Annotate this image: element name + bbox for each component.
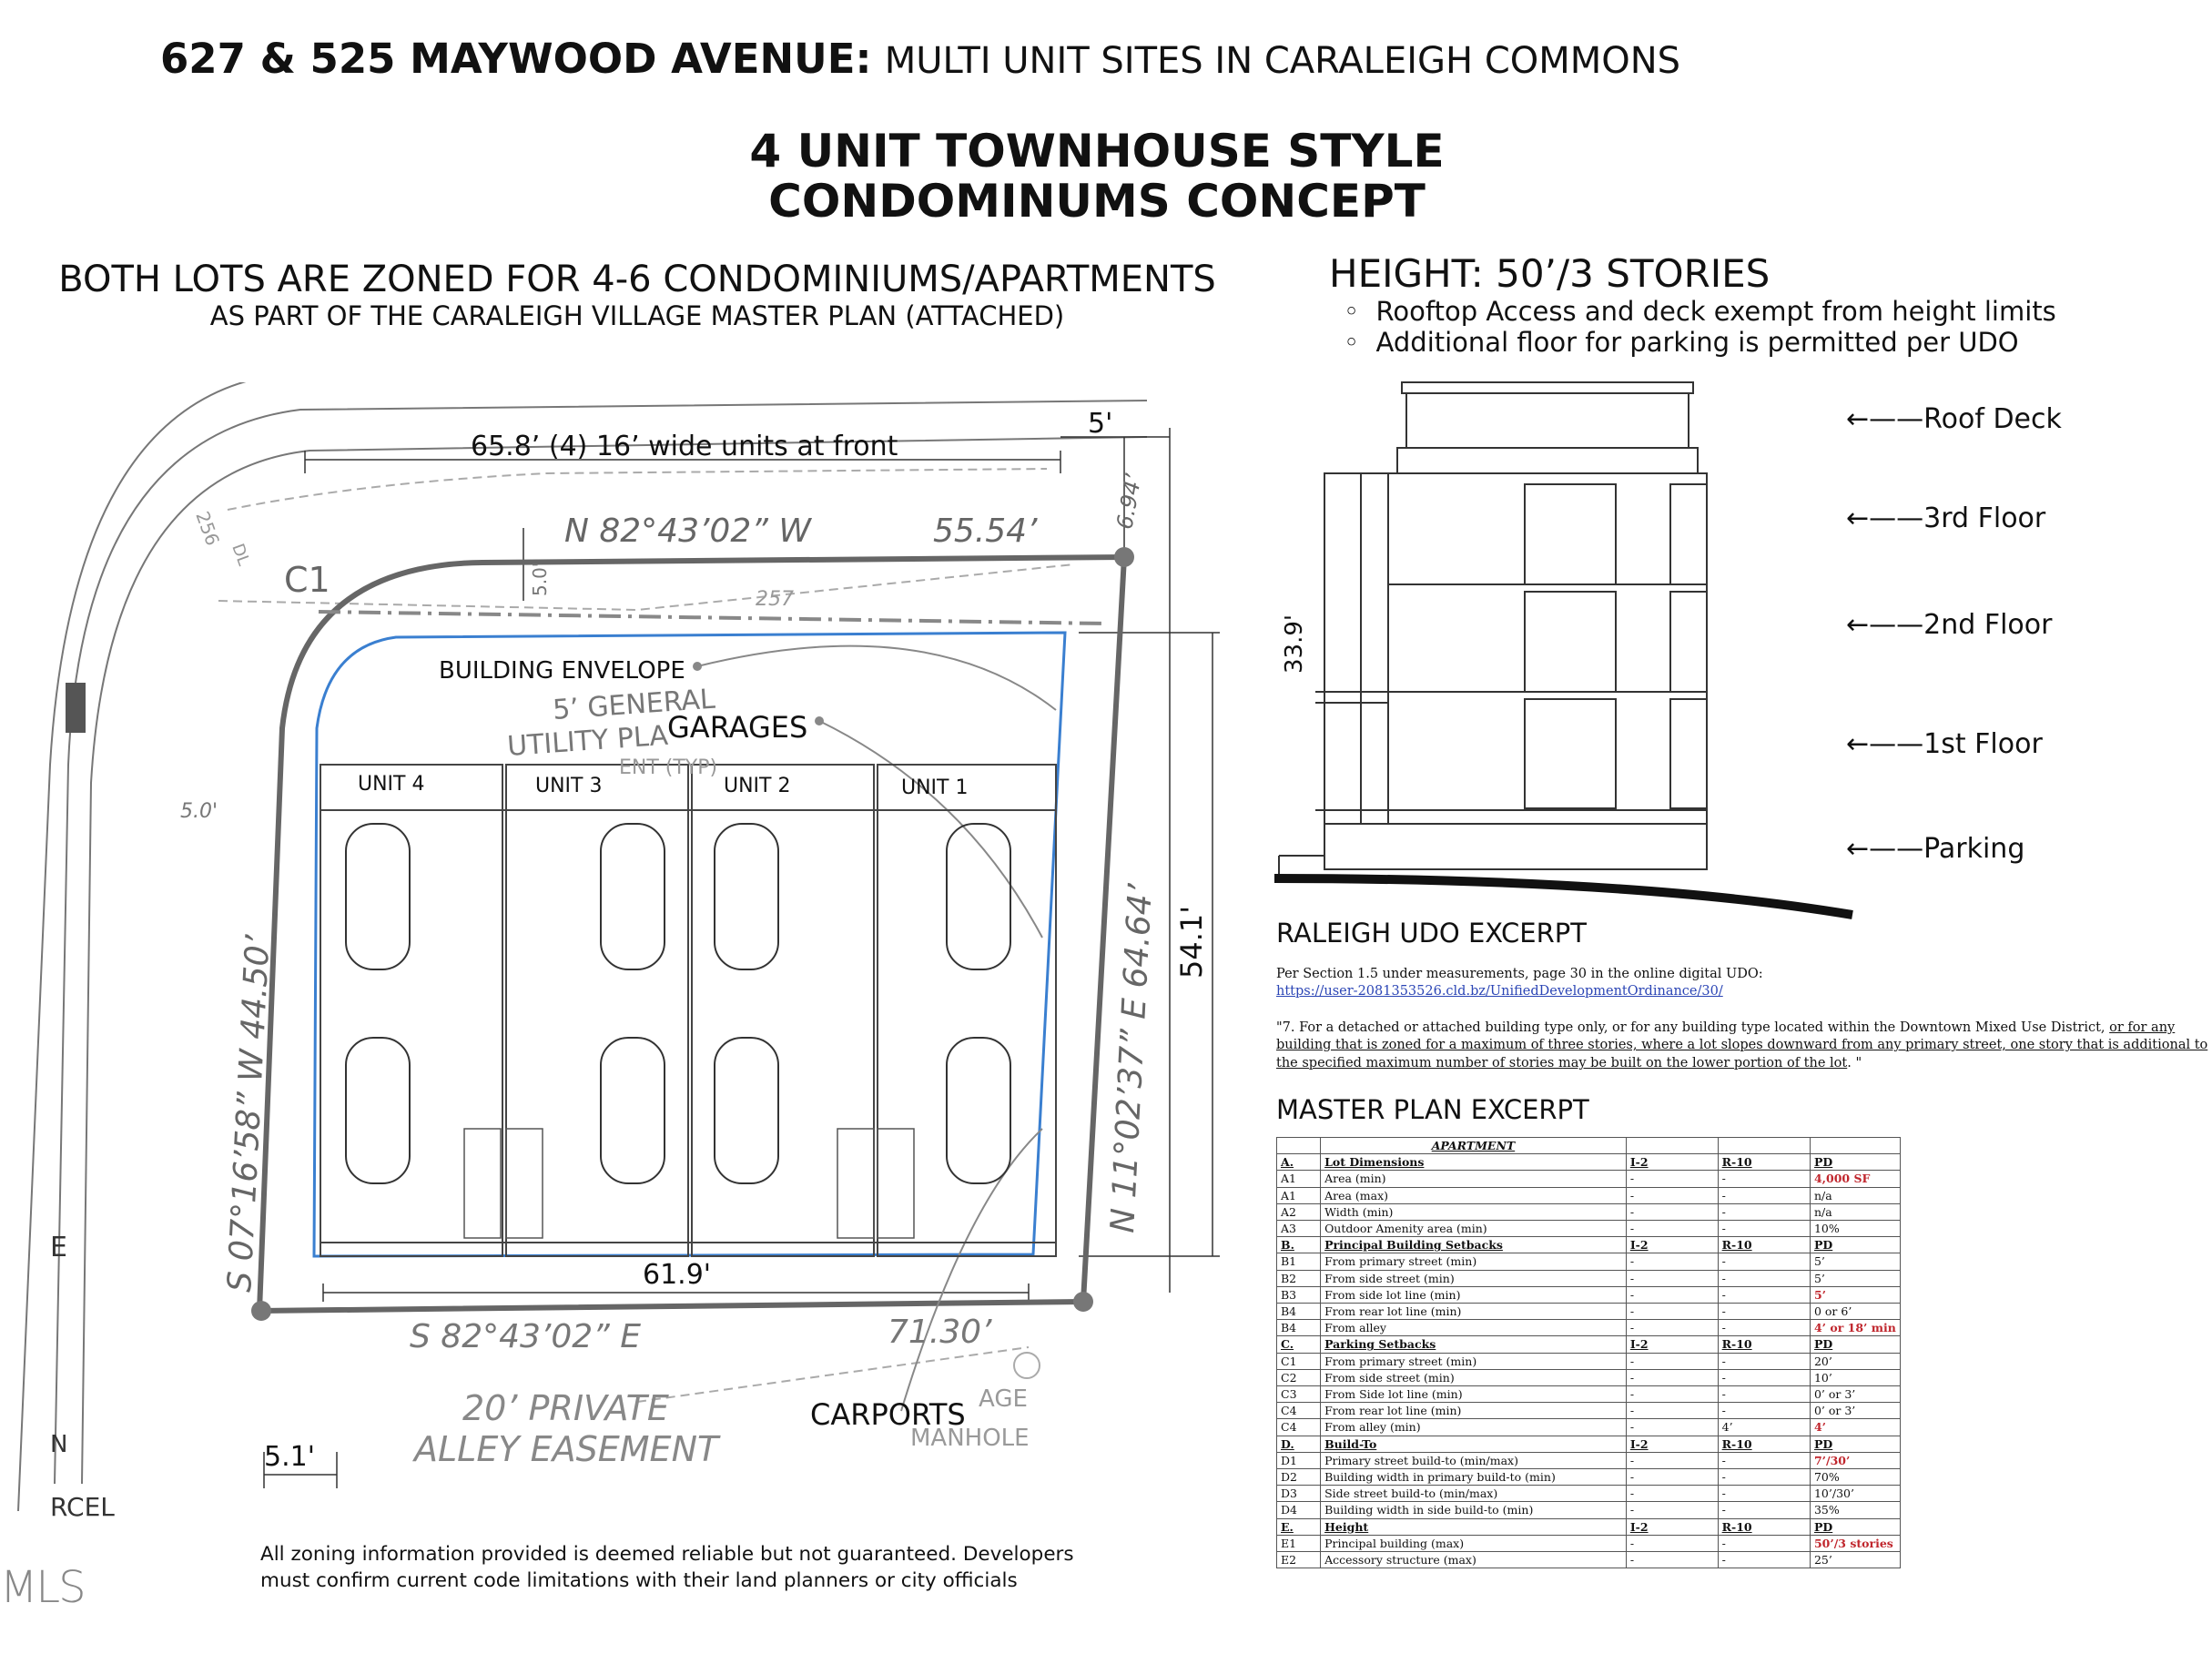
floor-label-3rd: ←——3rd Floor [1846,502,2046,534]
table-cell: - [1718,1270,1810,1286]
table-cell: - [1718,1403,1810,1419]
table-cell: PD [1810,1154,1900,1171]
udo-quote-line1 [1276,1020,2175,1035]
table-cell: From rear lot line (min) [1321,1403,1627,1419]
table-cell: - [1718,1535,1810,1551]
table-cell: I-2 [1626,1237,1718,1253]
table-cell: From side street (min) [1321,1369,1627,1385]
table-cell: B1 [1277,1253,1321,1270]
table-cell: PD [1810,1237,1900,1253]
utility-easement-line [319,612,1106,624]
front-dimension-label: 65.8’ (4) 16’ wide units at front [471,431,898,462]
table-cell: Lot Dimensions [1321,1154,1627,1171]
table-cell: - [1718,1320,1810,1336]
table-cell: - [1718,1486,1810,1502]
table-cell: 5’ [1810,1270,1900,1286]
corner-pin-se [1073,1292,1093,1312]
table-cell: Area (max) [1321,1187,1627,1203]
table-cell: 4’ or 18’ min [1810,1320,1900,1336]
table-cell: B. [1277,1237,1321,1253]
table-cell: C1 [1277,1353,1321,1369]
table-cell: I-2 [1626,1436,1718,1452]
window-3rd [1525,484,1616,584]
table-cell: R-10 [1718,1436,1810,1452]
window-2nd [1525,592,1616,692]
table-cell: - [1718,1452,1810,1468]
roof-deck-structure [1406,393,1689,448]
table-cell: - [1718,1552,1810,1568]
table-cell: C3 [1277,1386,1321,1403]
table-cell: Principal building (max) [1321,1535,1627,1551]
table-cell: - [1718,1469,1810,1486]
table-cell: - [1626,1502,1718,1518]
rear-dimension-label: 61.9' [643,1259,712,1291]
floor-label-parking-text: Parking [1923,833,2025,865]
table-row [1277,1237,1901,1253]
east-bearing-label: N 11°02’37” E 64.64’ [1104,882,1161,1234]
utility-easement-text-3: ENT (TYP) [619,756,718,779]
table-row [1277,1403,1901,1419]
edge-label-e: E [50,1232,67,1263]
floor-label-2nd: ←——2nd Floor [1846,609,2053,641]
building-body [1388,473,1707,824]
table-row [1277,1320,1901,1336]
height-title: HEIGHT: 50’/3 STORIES [1329,251,1771,296]
floor-label-2nd-text: 2nd Floor [1923,609,2053,641]
table-row [1277,1452,1901,1468]
table-cell: - [1626,1535,1718,1551]
table-cell: B4 [1277,1304,1321,1320]
table-cell: I-2 [1626,1518,1718,1535]
table-cell: C4 [1277,1403,1321,1419]
table-cell: C2 [1277,1369,1321,1385]
floor-label-roof-deck: ←——Roof Deck [1846,403,2062,435]
table-cell: - [1718,1304,1810,1320]
master-plan-title: MASTER PLAN EXCERPT [1276,1094,1589,1125]
mls-watermark: MLS [0,1562,85,1613]
table-cell: 4’ [1810,1419,1900,1436]
table-cell: - [1626,1552,1718,1568]
table-cell: - [1626,1286,1718,1303]
concept-title-line2: CONDOMINUMS CONCEPT [768,175,1426,228]
depth-dimension-label: 54.1' [1174,905,1209,979]
table-cell: Accessory structure (max) [1321,1552,1627,1568]
contour-label-256: 256 [191,508,224,549]
table-cell: Width (min) [1321,1203,1627,1220]
edge-label-n: N [50,1431,68,1458]
table-cell: B3 [1277,1286,1321,1303]
table-row [1277,1336,1901,1353]
table-row [1277,1203,1901,1220]
manhole-label-2: MANHOLE [910,1425,1030,1452]
table-cell: - [1718,1353,1810,1369]
carports-label: CARPORTS [810,1397,966,1432]
table-cell: E2 [1277,1552,1321,1568]
table-cell: 20’ [1810,1353,1900,1369]
table-cell: PD [1810,1336,1900,1353]
table-row [1277,1286,1901,1303]
table-cell: 4’ [1718,1419,1810,1436]
contour-label-257: 257 [756,588,794,611]
table-row [1277,1369,1901,1385]
side-gap-label: 5' [1088,408,1113,440]
udo-quote-line2: building that is zoned for a maximum of three stories, where a lot slopes downward from any primary street, one story that is additional to [1276,1038,2208,1052]
table-cell: Parking Setbacks [1321,1336,1627,1353]
height-bullet-1: ◦ Rooftop Access and deck exempt from height limits [1344,296,2056,327]
ground-slope-line [1274,878,1852,915]
table-cell: A1 [1277,1187,1321,1203]
table-row [1277,1187,1901,1203]
table-row [1277,1535,1901,1551]
table-cell: 0’ or 3’ [1810,1403,1900,1419]
table-cell: - [1626,1171,1718,1187]
table-cell: Building width in primary build-to (min) [1321,1469,1627,1486]
table-cell: From alley [1321,1320,1627,1336]
alley-easement-text-2: ALLEY EASEMENT [414,1429,719,1469]
disclaimer [260,1541,1074,1594]
table-cell: - [1626,1353,1718,1369]
table-cell: 10’ [1810,1369,1900,1385]
header-subtitle: MULTI UNIT SITES IN CARALEIGH COMMONS [884,40,1681,82]
floor-label-parking: ←——Parking [1846,833,2025,865]
table-cell: 25’ [1810,1552,1900,1568]
roof-parapet [1397,448,1698,473]
rear-gap-label: 5.1' [264,1441,315,1473]
table-cell: D3 [1277,1486,1321,1502]
table-cell: Build-To [1321,1436,1627,1452]
table-cell: - [1626,1469,1718,1486]
udo-quote-3-end: . " [1847,1056,1862,1070]
utility-box [66,683,86,733]
unit-2-label: UNIT 2 [724,775,791,797]
table-row [1277,1304,1901,1320]
table-cell: Height [1321,1518,1627,1535]
table-cell: - [1626,1369,1718,1385]
table-cell: D4 [1277,1502,1321,1518]
zoning-subheading: AS PART OF THE CARALEIGH VILLAGE MASTER PLAN (ATTACHED) [209,300,1065,331]
utility-easement-text-2: UTILITY PLA [506,719,670,763]
table-cell: 50’/3 stories [1810,1535,1900,1551]
table-cell: A2 [1277,1203,1321,1220]
table-cell: 4,000 SF [1810,1171,1900,1187]
table-cell: - [1718,1253,1810,1270]
table-cell: - [1718,1203,1810,1220]
table-row [1277,1502,1901,1518]
table-cell: - [1626,1304,1718,1320]
south-length-label: 71.30’ [888,1314,992,1351]
table-cell: - [1626,1386,1718,1403]
table-cell: Principal Building Setbacks [1321,1237,1627,1253]
table-cell: From primary street (min) [1321,1353,1627,1369]
table-cell: From side lot line (min) [1321,1286,1627,1303]
zoning-heading: BOTH LOTS ARE ZONED FOR 4-6 CONDOMINIUMS/APARTMENTS [58,259,1216,300]
manhole-label-1: AGE [979,1385,1028,1413]
table-cell: 0’ or 3’ [1810,1386,1900,1403]
table-cell: C4 [1277,1419,1321,1436]
table-cell: 10’/30’ [1810,1486,1900,1502]
garages-label: GARAGES [667,710,808,745]
udo-quote-line3 [1276,1056,1862,1070]
manhole-symbol [1014,1353,1040,1378]
table-cell: A1 [1277,1171,1321,1187]
table-cell: PD [1810,1518,1900,1535]
table-cell: 5’ [1810,1286,1900,1303]
table-cell: R-10 [1718,1237,1810,1253]
table-cell: - [1718,1502,1810,1518]
table-cell: - [1626,1320,1718,1336]
building-envelope-label: BUILDING ENVELOPE [439,657,685,685]
floor-label-1st-text: 1st Floor [1923,728,2043,760]
table-cell: - [1718,1187,1810,1203]
table-title-row [1277,1138,1901,1154]
table-cell: From primary street (min) [1321,1253,1627,1270]
disclaimer-line1: All zoning information provided is deemed reliable but not guaranteed. Developers [260,1543,1074,1566]
table-cell: E. [1277,1518,1321,1535]
disclaimer-line2: must confirm current code limitations with their land planners or city officials [260,1569,1018,1592]
table-cell: Primary street build-to (min/max) [1321,1452,1627,1468]
table-cell: B2 [1277,1270,1321,1286]
table-cell: R-10 [1718,1518,1810,1535]
udo-excerpt-title: RALEIGH UDO EXCERPT [1276,918,1587,949]
table-cell: - [1718,1171,1810,1187]
table-row [1277,1171,1901,1187]
table-cell: - [1626,1403,1718,1419]
table-row [1277,1221,1901,1237]
table-cell: - [1626,1203,1718,1220]
table-row [1277,1386,1901,1403]
table-row [1277,1486,1901,1502]
table-cell: n/a [1810,1187,1900,1203]
table-cell: C. [1277,1336,1321,1353]
floor-label-roof-deck-text: Roof Deck [1923,403,2062,435]
roof-canopy [1402,382,1693,393]
table-row [1277,1154,1901,1171]
west-setback-label: 5.0' [180,800,218,823]
height-bullet-2-text: Additional floor for parking is permitted per UDO [1375,327,2019,358]
corner-pin-ne [1114,547,1134,567]
udo-quote-1a: "7. For a detached or attached building type only, or for any building type located within the Downtown Mixed Use District, [1276,1020,2110,1035]
table-cell: D2 [1277,1469,1321,1486]
table-cell: 5’ [1810,1253,1900,1270]
unit-3-label: UNIT 3 [535,775,603,797]
table-cell: - [1626,1270,1718,1286]
table-row [1277,1436,1901,1452]
left-balcony-frame [1324,473,1388,824]
table-cell: A. [1277,1154,1321,1171]
table-cell: 70% [1810,1469,1900,1486]
page-header [160,35,1680,83]
master-plan-table [1276,1137,1901,1568]
parking-level [1324,824,1707,869]
north-length-label: 55.54’ [933,512,1038,550]
utility-easement-text-1: 5’ GENERAL [552,683,716,726]
table-cell: Area (min) [1321,1171,1627,1187]
curve-label: C1 [284,560,330,600]
unit-4-label: UNIT 4 [358,773,425,796]
height-bullet-2: ◦ Additional floor for parking is permitted per UDO [1344,327,2019,358]
udo-intro: Per Section 1.5 under measurements, page 30 in the online digital UDO: [1276,967,1763,981]
north-setback-label: 5.0' [529,562,551,596]
table-cell: 35% [1810,1502,1900,1518]
table-cell: R-10 [1718,1336,1810,1353]
table-cell: From rear lot line (min) [1321,1304,1627,1320]
table-cell: 7’/30’ [1810,1452,1900,1468]
table-cell: - [1626,1253,1718,1270]
table-title: APARTMENT [1321,1138,1627,1154]
table-row [1277,1353,1901,1369]
table-cell: B4 [1277,1320,1321,1336]
table-cell: - [1626,1419,1718,1436]
north-bearing-label: N 82°43’02” W [564,512,811,550]
udo-link[interactable]: https://user-2081353526.cld.bz/UnifiedDevelopmentOrdinance/30/ [1276,984,1723,999]
table-cell: R-10 [1718,1154,1810,1171]
address-title: 627 & 525 MAYWOOD AVENUE: [160,35,872,83]
table-cell: - [1718,1286,1810,1303]
table-row [1277,1419,1901,1436]
table-cell: From Side lot line (min) [1321,1386,1627,1403]
table-cell: A3 [1277,1221,1321,1237]
floor-label-1st: ←——1st Floor [1846,728,2043,760]
table-cell: - [1626,1187,1718,1203]
table-cell: D1 [1277,1452,1321,1468]
edge-label-parcel: RCEL [50,1492,115,1522]
table-cell: Side street build-to (min/max) [1321,1486,1627,1502]
table-cell: 10% [1810,1221,1900,1237]
corner-dimension-label: 6.94’ [1111,472,1147,532]
table-cell: - [1626,1452,1718,1468]
table-row [1277,1469,1901,1486]
table-cell: - [1626,1486,1718,1502]
table-cell: - [1718,1369,1810,1385]
floor-label-3rd-text: 3rd Floor [1923,502,2046,534]
alley-easement-text-1: 20’ PRIVATE [462,1388,669,1428]
west-bearing-label: S 07°16’58” W 44.50’ [221,934,278,1294]
site-plan-drawing [0,382,1256,1547]
unit-1-label: UNIT 1 [901,776,969,799]
table-cell: - [1718,1221,1810,1237]
table-cell: - [1626,1221,1718,1237]
height-bullet-1-text: Rooftop Access and deck exempt from height limits [1375,296,2056,327]
table-row [1277,1518,1901,1535]
window-1st [1525,699,1616,808]
south-bearing-label: S 82°43’02” E [410,1318,642,1355]
table-cell: PD [1810,1436,1900,1452]
table-cell: 0 or 6’ [1810,1304,1900,1320]
table-cell: I-2 [1626,1336,1718,1353]
concept-title-line1: 4 UNIT TOWNHOUSE STYLE [749,125,1445,178]
udo-quote-1b: or for any [2109,1020,2176,1035]
table-cell: E1 [1277,1535,1321,1551]
table-row [1277,1552,1901,1568]
building-elevation-drawing [1270,373,1862,928]
table-cell: n/a [1810,1203,1900,1220]
table-cell: Building width in side build-to (min) [1321,1502,1627,1518]
dl-label: DL [228,541,254,569]
udo-quote-3: the specified maximum number of stories may be built on the lower portion of the lot [1276,1056,1848,1070]
elevation-height-label: 33.9' [1281,614,1308,674]
dimension-lines [264,428,1220,1488]
unit-blocks [320,765,1056,1256]
table-row [1277,1270,1901,1286]
table-cell: Outdoor Amenity area (min) [1321,1221,1627,1237]
table-cell: D. [1277,1436,1321,1452]
table-cell: - [1718,1386,1810,1403]
corner-pin-sw [251,1301,271,1321]
table-cell: I-2 [1626,1154,1718,1171]
table-row [1277,1253,1901,1270]
table-cell: From side street (min) [1321,1270,1627,1286]
table-cell: From alley (min) [1321,1419,1627,1436]
